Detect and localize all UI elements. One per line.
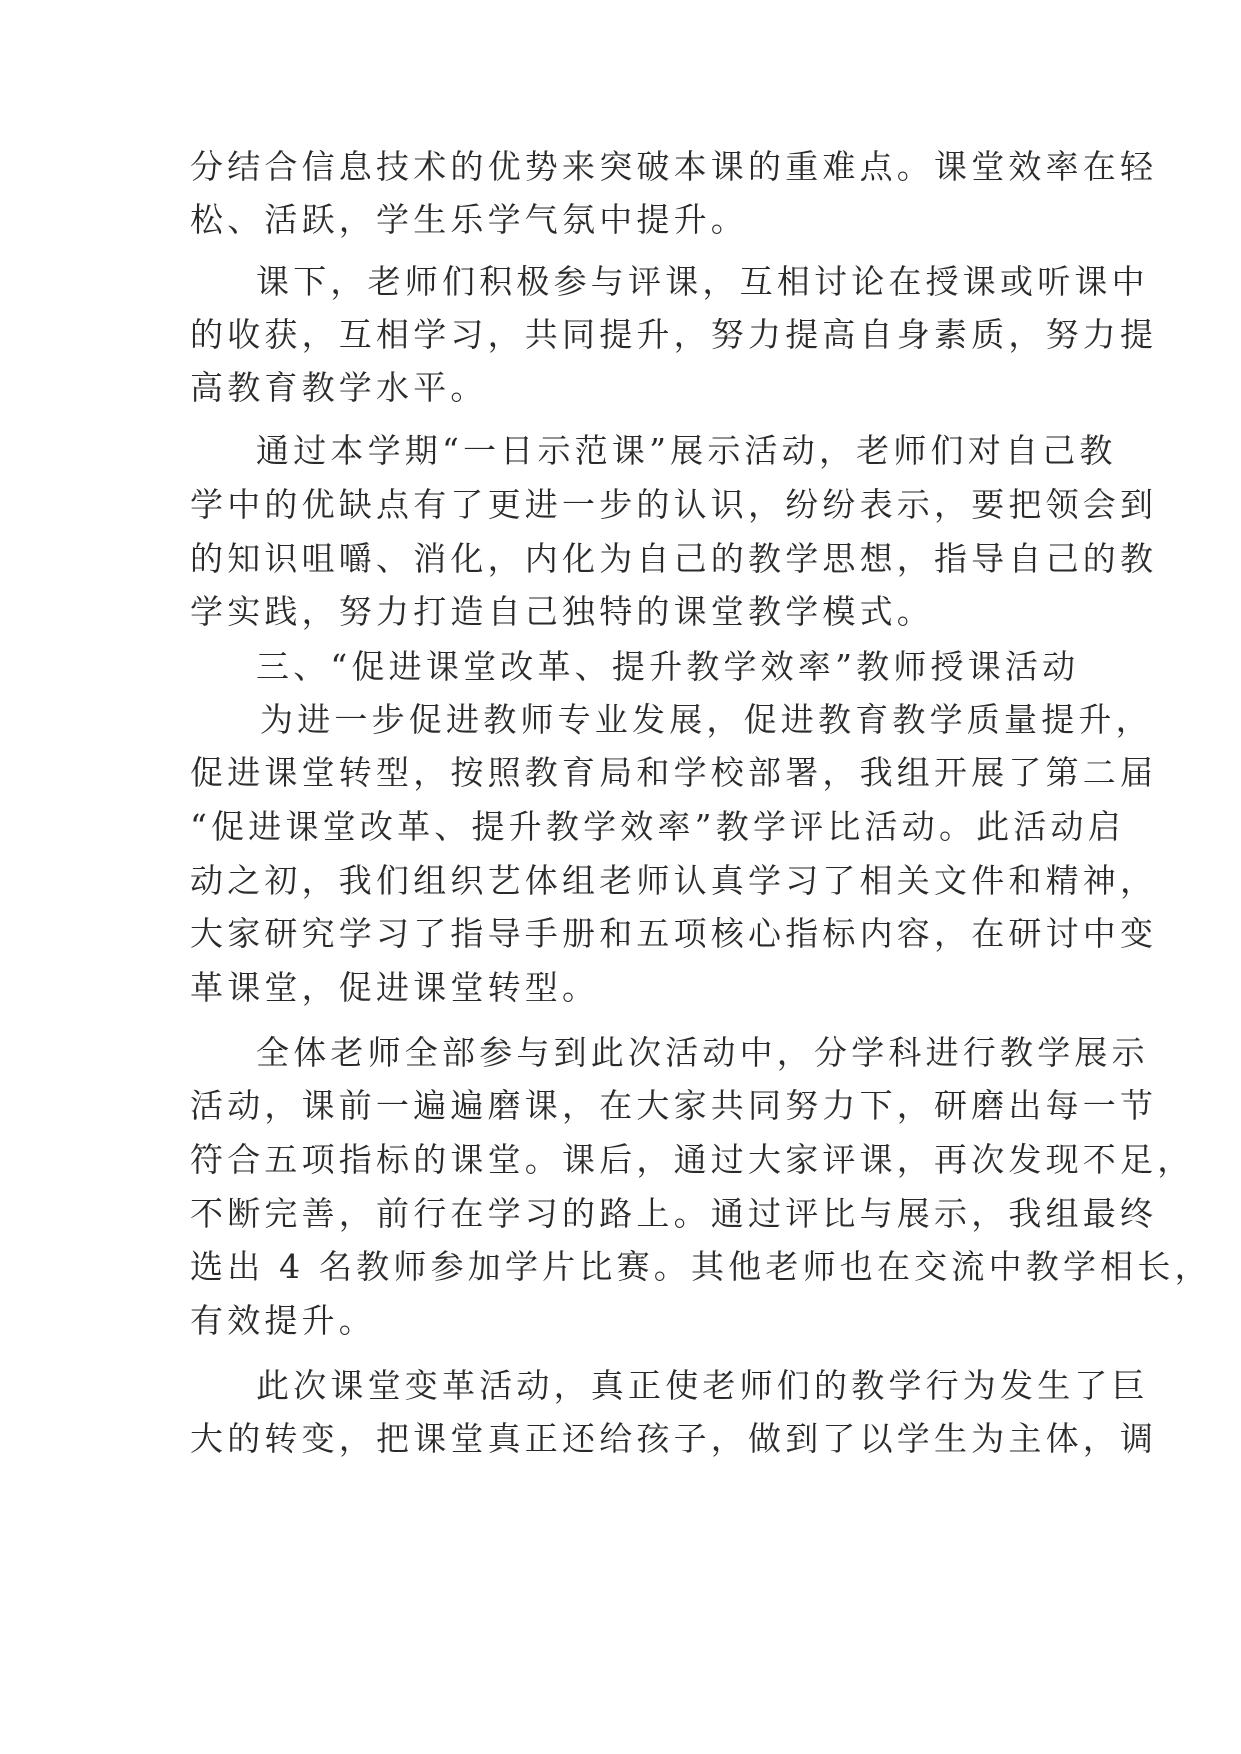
section-heading: 三、“促进课堂改革、提升教学效率”教师授课活动 bbox=[256, 647, 1080, 686]
text-line: 的知识咀嚼、消化，内化为自己的教学思想，指导自己的教 bbox=[190, 539, 1158, 578]
text-line: 有效提升。 bbox=[190, 1301, 376, 1340]
text-line: 的收获，互相学习，共同提升，努力提高自身素质，努力提 bbox=[190, 315, 1158, 354]
text-line: 为进一步促进教师专业发展，促进教育教学质量提升， bbox=[260, 700, 1153, 739]
text-line: 高教育教学水平。 bbox=[190, 368, 488, 407]
text-line: “促进课堂改革、提升教学效率”教学评比活动。此活动启 bbox=[190, 807, 1125, 846]
text-line: 动之初，我们组织艺体组老师认真学习了相关文件和精神， bbox=[190, 861, 1158, 900]
text-line: 促进课堂转型，按照教育局和学校部署，我组开展了第二届 bbox=[190, 753, 1158, 792]
text-line: 全体老师全部参与到此次活动中，分学科进行教学展示 bbox=[256, 1033, 1149, 1072]
text-line: 不断完善，前行在学习的路上。通过评比与展示，我组最终 bbox=[190, 1194, 1158, 1233]
text-line: 松、活跃，学生乐学气氛中提升。 bbox=[190, 200, 748, 239]
text-line: 革课堂，促进课堂转型。 bbox=[190, 968, 600, 1007]
text-line: 此次课堂变革活动，真正使老师们的教学行为发生了巨 bbox=[256, 1366, 1149, 1405]
text-line: 学实践，努力打造自己独特的课堂教学模式。 bbox=[190, 592, 934, 631]
text-line: 课下，老师们积极参与评课，互相讨论在授课或听课中 bbox=[256, 262, 1149, 301]
text-line: 符合五项指标的课堂。课后，通过大家评课，再次发现不足， bbox=[190, 1140, 1195, 1179]
text-line: 选出 4 名教师参加学片比赛。其他老师也在交流中教学相长， bbox=[190, 1247, 1212, 1286]
text-line: 学中的优缺点有了更进一步的认识，纷纷表示，要把领会到 bbox=[190, 485, 1158, 524]
text-line: 大的转变，把课堂真正还给孩子，做到了以学生为主体，调 bbox=[190, 1419, 1158, 1458]
text-line: 活动，课前一遍遍磨课，在大家共同努力下，研磨出每一节 bbox=[190, 1086, 1158, 1125]
text-line: 通过本学期“一日示范课”展示活动，老师们对自己教 bbox=[256, 431, 1117, 470]
text-line: 分结合信息技术的优势来突破本课的重难点。课堂效率在轻 bbox=[190, 147, 1158, 186]
text-line: 大家研究学习了指导手册和五项核心指标内容，在研讨中变 bbox=[190, 914, 1158, 953]
